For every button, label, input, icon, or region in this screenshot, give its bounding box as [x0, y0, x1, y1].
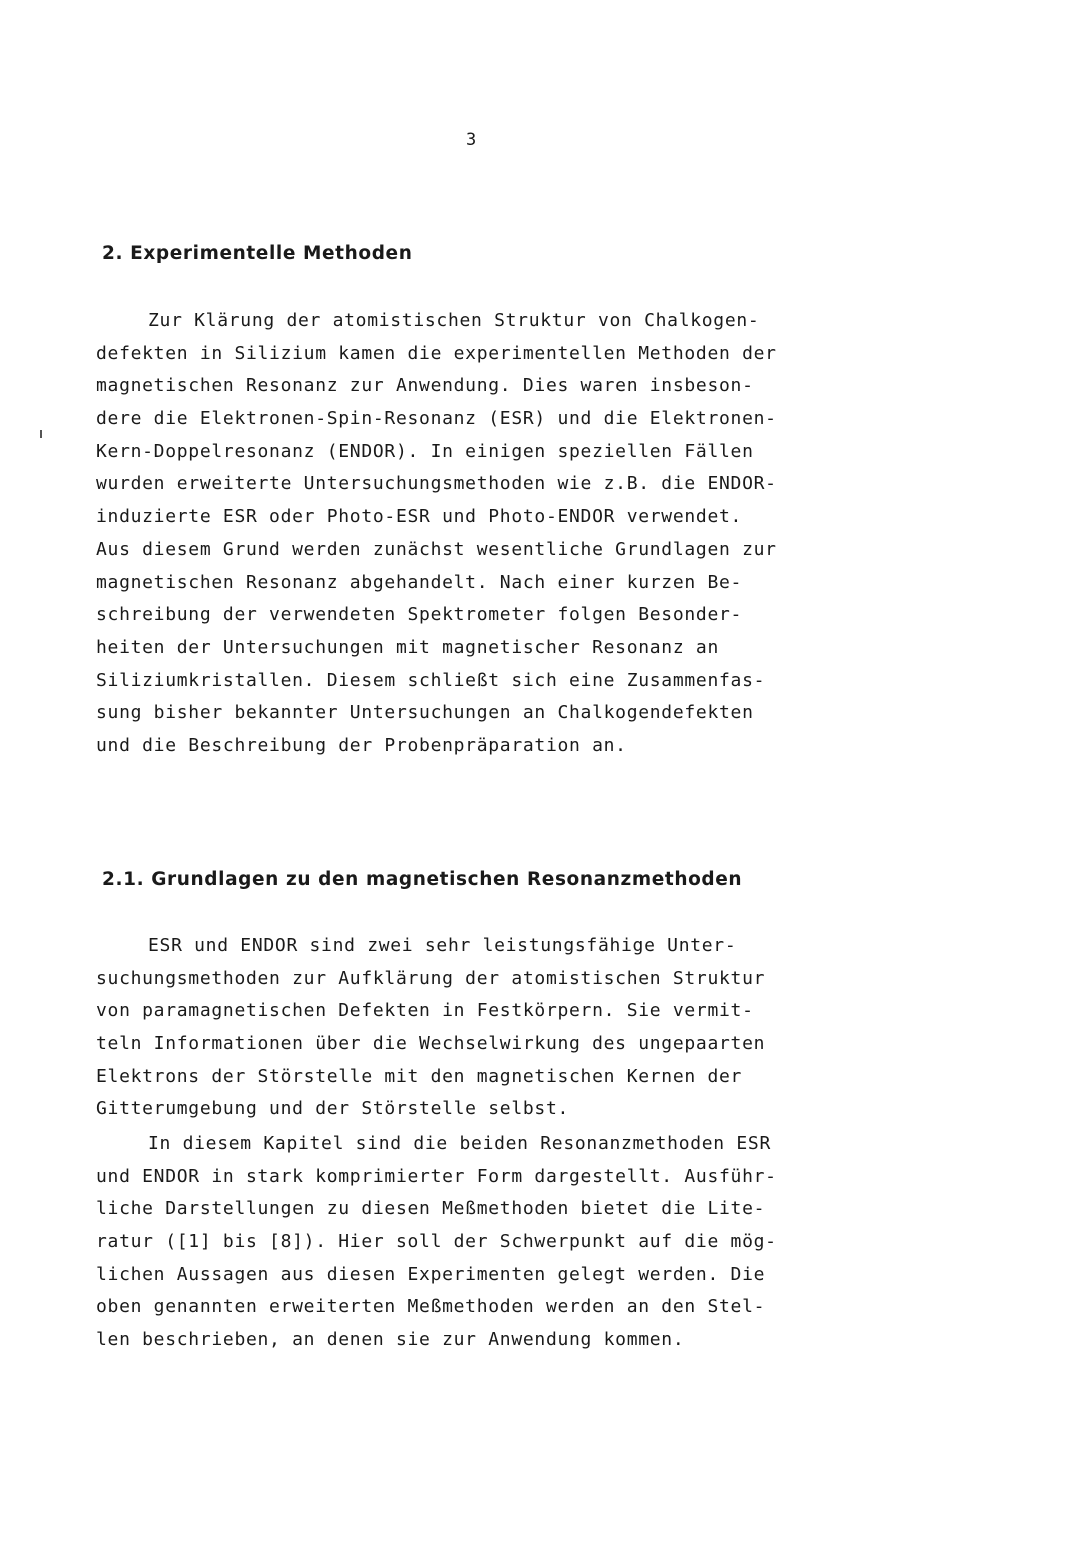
text-line: von paramagnetischen Defekten in Festkörpern. Sie vermit- — [96, 1000, 754, 1022]
text-line: defekten in Silizium kamen die experimentellen Methoden der — [96, 342, 777, 364]
text-line: induzierte ESR oder Photo-ESR und Photo-ENDOR verwendet. — [96, 506, 743, 528]
text-line: schreibung der verwendeten Spektrometer folgen Besonder- — [96, 604, 743, 626]
text-line: teln Informationen über die Wechselwirkung des ungepaarten — [96, 1033, 766, 1055]
text-line: Siliziumkristallen. Diesem schließt sich eine Zusammenfas- — [96, 669, 766, 691]
page-number: 3 — [466, 130, 478, 150]
text-line: Elektrons der Störstelle mit den magnetischen Kernen der — [96, 1065, 743, 1087]
text-line: magnetischen Resonanz zur Anwendung. Dies waren insbeson- — [96, 375, 754, 397]
section-heading-resonance-fundamentals: 2.1. Grundlagen zu den magnetischen Resonanzmethoden — [102, 869, 743, 890]
text-line: Gitterumgebung und der Störstelle selbst. — [96, 1098, 570, 1120]
section-heading-experimental-methods: 2. Experimentelle Methoden — [102, 243, 413, 264]
text-line: und die Beschreibung der Probenpräparation an. — [96, 734, 627, 756]
text-line: und ENDOR in stark komprimierter Form dargestellt. Ausführ- — [96, 1165, 777, 1187]
text-line: oben genannten erweiterten Meßmethoden werden an den Stel- — [96, 1296, 766, 1318]
text-line: len beschrieben, an denen sie zur Anwendung kommen. — [96, 1329, 685, 1351]
text-line: wurden erweiterte Untersuchungsmethoden wie z.B. die ENDOR- — [96, 473, 777, 495]
text-line: Zur Klärung der atomistischen Struktur von Chalkogen- — [148, 310, 760, 331]
text-line: liche Darstellungen zu diesen Meßmethoden bietet die Lite- — [96, 1198, 766, 1220]
text-line: magnetischen Resonanz abgehandelt. Nach einer kurzen Be- — [96, 571, 743, 593]
text-line: ESR und ENDOR sind zwei sehr leistungsfähige Unter- — [148, 935, 737, 956]
text-line: Aus diesem Grund werden zunächst wesentliche Grundlagen zur — [96, 538, 777, 560]
paragraph-chapter-overview — [96, 1128, 896, 1357]
text-line: heiten der Untersuchungen mit magnetischer Resonanz an — [96, 636, 719, 658]
margin-mark — [40, 430, 42, 438]
text-line: Kern-Doppelresonanz (ENDOR). In einigen speziellen Fällen — [96, 440, 754, 462]
paragraph-experimental-methods — [96, 305, 896, 763]
text-line: ratur ([1] bis [8]). Hier soll der Schwerpunkt auf die mög- — [96, 1231, 777, 1253]
text-line: dere die Elektronen-Spin-Resonanz (ESR) und die Elektronen- — [96, 408, 777, 430]
text-line: lichen Aussagen aus diesen Experimenten gelegt werden. Die — [96, 1263, 766, 1285]
paragraph-esr-endor-intro — [96, 930, 896, 1126]
text-line: In diesem Kapitel sind die beiden Resonanzmethoden ESR — [148, 1133, 771, 1154]
text-line: sung bisher bekannter Untersuchungen an Chalkogendefekten — [96, 702, 754, 724]
text-line: suchungsmethoden zur Aufklärung der atomistischen Struktur — [96, 967, 766, 989]
